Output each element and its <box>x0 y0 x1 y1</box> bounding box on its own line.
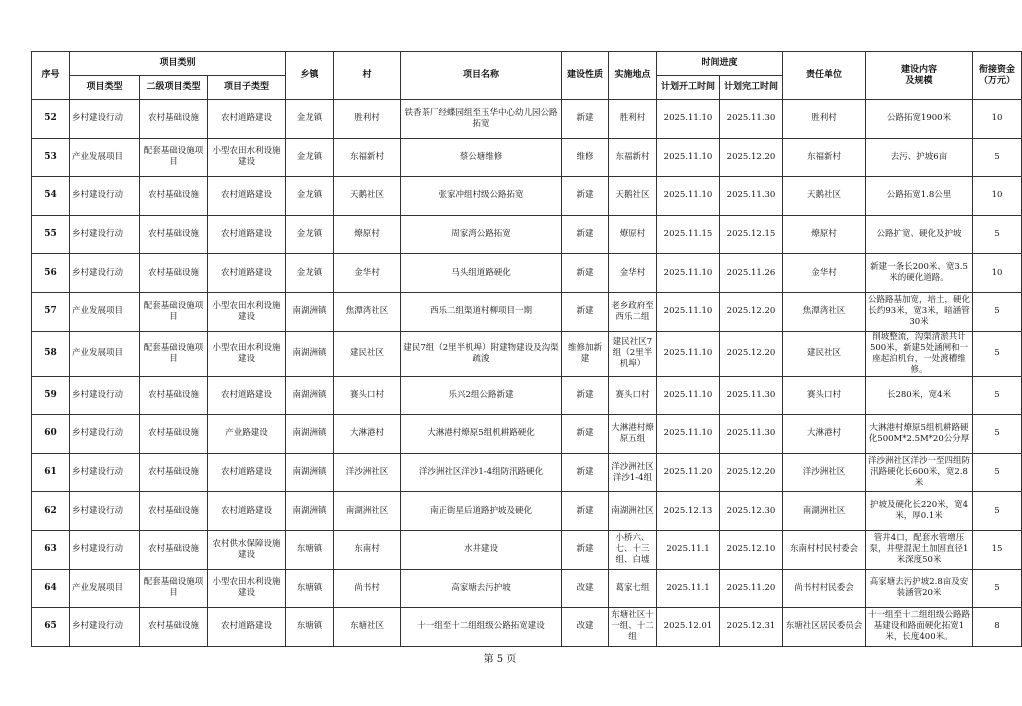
cell-seq: 55 <box>32 215 70 254</box>
cell-location: 葛家七组 <box>609 569 657 608</box>
cell-type: 乡村建设行动 <box>70 415 140 454</box>
cell-level2: 农村基础设施 <box>140 608 208 647</box>
cell-seq: 52 <box>32 100 70 139</box>
cell-subtype: 农村供水保障设施建设 <box>208 530 286 569</box>
cell-fund: 5 <box>973 569 1022 608</box>
cell-nature: 改建 <box>562 569 609 608</box>
cell-fund: 5 <box>973 331 1022 376</box>
cell-nature: 新建 <box>562 492 609 531</box>
cell-town: 东塘镇 <box>286 569 334 608</box>
cell-content: 洋沙洲社区洋沙一至四组防汛路硬化长600米，宽2.8米 <box>866 453 973 492</box>
cell-start: 2025.11.10 <box>657 415 720 454</box>
cell-end: 2025.12.30 <box>720 492 783 531</box>
cell-content: 公路拓宽1.8公里 <box>866 177 973 216</box>
cell-project-name: 铁香茶厂经蝶园组至玉华中心幼儿园公路拓宽 <box>401 100 562 139</box>
cell-seq: 60 <box>32 415 70 454</box>
cell-project-name: 南正街星后道路护坡及硬化 <box>401 492 562 531</box>
cell-unit: 南湖洲社区 <box>783 492 866 531</box>
cell-type: 乡村建设行动 <box>70 100 140 139</box>
header-content: 建设内容 及规模 <box>866 52 973 100</box>
cell-subtype: 农村道路建设 <box>208 254 286 293</box>
cell-location: 建民社区7组（2里半机埠） <box>609 331 657 376</box>
cell-location: 胜利村 <box>609 100 657 139</box>
cell-village: 建民社区 <box>334 331 401 376</box>
cell-unit: 焦潭湾社区 <box>783 292 866 331</box>
cell-start: 2025.11.10 <box>657 254 720 293</box>
cell-town: 南湖洲镇 <box>286 415 334 454</box>
cell-unit: 胜利村 <box>783 100 866 139</box>
table-row <box>32 453 1022 492</box>
cell-type: 乡村建设行动 <box>70 608 140 647</box>
cell-content: 削坡整流，沟渠清淤共计500米，新建5处涵闸和一座起泊机台，一处渡槽维修。 <box>866 331 973 376</box>
cell-location: 大淋港村燎原五组 <box>609 415 657 454</box>
cell-fund: 5 <box>973 138 1022 177</box>
cell-start: 2025.11.10 <box>657 376 720 415</box>
cell-level2: 配套基础设施项目 <box>140 331 208 376</box>
cell-seq: 63 <box>32 530 70 569</box>
cell-level2: 配套基础设施项目 <box>140 292 208 331</box>
table-row <box>32 292 1022 331</box>
cell-unit: 天鹅社区 <box>783 177 866 216</box>
cell-level2: 农村基础设施 <box>140 177 208 216</box>
header-town: 乡镇 <box>286 52 334 100</box>
cell-content: 十一组至十二组组级公路路基建设和路面硬化拓宽1米，长度400米。 <box>866 608 973 647</box>
cell-end: 2025.12.20 <box>720 138 783 177</box>
cell-seq: 62 <box>32 492 70 531</box>
table-row <box>32 100 1022 139</box>
cell-nature: 新建 <box>562 415 609 454</box>
header-end: 计划完工时间 <box>720 76 783 100</box>
cell-subtype: 农村道路建设 <box>208 376 286 415</box>
cell-nature: 新建 <box>562 376 609 415</box>
cell-type: 产业发展项目 <box>70 138 140 177</box>
cell-nature: 新建 <box>562 254 609 293</box>
table-row <box>32 331 1022 376</box>
cell-nature: 新建 <box>562 530 609 569</box>
cell-level2: 农村基础设施 <box>140 492 208 531</box>
header-location: 实施地点 <box>609 52 657 100</box>
cell-seq: 59 <box>32 376 70 415</box>
cell-unit: 洋沙洲社区 <box>783 453 866 492</box>
cell-seq: 58 <box>32 331 70 376</box>
cell-unit: 大淋港村 <box>783 415 866 454</box>
cell-type: 产业发展项目 <box>70 569 140 608</box>
cell-village: 洋沙洲社区 <box>334 453 401 492</box>
cell-village: 南湖洲社区 <box>334 492 401 531</box>
cell-project-name: 大淋港村燎原5组机耕路硬化 <box>401 415 562 454</box>
cell-unit: 燎原村 <box>783 215 866 254</box>
cell-end: 2025.12.20 <box>720 331 783 376</box>
cell-type: 乡村建设行动 <box>70 492 140 531</box>
cell-town: 南湖洲镇 <box>286 492 334 531</box>
cell-project-name: 建民7组（2里半机埠）附建物建设及沟渠疏浚 <box>401 331 562 376</box>
cell-nature: 新建 <box>562 177 609 216</box>
cell-type: 产业发展项目 <box>70 292 140 331</box>
header-unit: 责任单位 <box>783 52 866 100</box>
cell-subtype: 小型农田水利设施建设 <box>208 569 286 608</box>
cell-seq: 65 <box>32 608 70 647</box>
cell-start: 2025.11.10 <box>657 177 720 216</box>
cell-seq: 57 <box>32 292 70 331</box>
cell-village: 东福新村 <box>334 138 401 177</box>
cell-nature: 新建 <box>562 292 609 331</box>
cell-fund: 5 <box>973 453 1022 492</box>
header-schedule: 时间进度 <box>657 52 783 76</box>
cell-unit: 金华村 <box>783 254 866 293</box>
cell-village: 赛头口村 <box>334 376 401 415</box>
cell-village: 尚书村 <box>334 569 401 608</box>
cell-village: 金华村 <box>334 254 401 293</box>
cell-end: 2025.11.30 <box>720 177 783 216</box>
project-table <box>31 51 1022 647</box>
table-row <box>32 415 1022 454</box>
header-project-name: 项目名称 <box>401 52 562 100</box>
cell-village: 胜利村 <box>334 100 401 139</box>
cell-fund: 15 <box>973 530 1022 569</box>
cell-subtype: 农村道路建设 <box>208 100 286 139</box>
cell-project-name: 马头组道路硬化 <box>401 254 562 293</box>
cell-location: 小桥六、七、十三组、白墟 <box>609 530 657 569</box>
table-row <box>32 215 1022 254</box>
cell-level2: 农村基础设施 <box>140 376 208 415</box>
cell-location: 金华村 <box>609 254 657 293</box>
cell-type: 乡村建设行动 <box>70 376 140 415</box>
cell-project-name: 张家冲组村级公路拓宽 <box>401 177 562 216</box>
cell-type: 乡村建设行动 <box>70 177 140 216</box>
cell-fund: 5 <box>973 415 1022 454</box>
cell-nature: 新建 <box>562 453 609 492</box>
cell-level2: 配套基础设施项目 <box>140 138 208 177</box>
header-seq: 序号 <box>32 52 70 100</box>
header-fund: 衔接资金 （万元） <box>973 52 1022 100</box>
cell-nature: 维修 <box>562 138 609 177</box>
table-row <box>32 254 1022 293</box>
cell-town: 金龙镇 <box>286 254 334 293</box>
cell-end: 2025.12.20 <box>720 453 783 492</box>
cell-type: 乡村建设行动 <box>70 254 140 293</box>
cell-unit: 尚书村村民委会 <box>783 569 866 608</box>
cell-location: 天鹅社区 <box>609 177 657 216</box>
cell-content: 去污、护坡6亩 <box>866 138 973 177</box>
cell-seq: 54 <box>32 177 70 216</box>
cell-content: 护坡及硬化长220米，宽4米，厚0.1米 <box>866 492 973 531</box>
cell-content: 公路路基加宽，培土，硬化长约93米，宽3米，暗涵管30米 <box>866 292 973 331</box>
cell-level2: 农村基础设施 <box>140 100 208 139</box>
cell-level2: 农村基础设施 <box>140 215 208 254</box>
cell-project-name: 水井建设 <box>401 530 562 569</box>
cell-level2: 农村基础设施 <box>140 415 208 454</box>
cell-fund: 10 <box>973 177 1022 216</box>
cell-unit: 建民社区 <box>783 331 866 376</box>
cell-town: 南湖洲镇 <box>286 453 334 492</box>
cell-end: 2025.11.30 <box>720 100 783 139</box>
cell-subtype: 小型农田水利设施建设 <box>208 331 286 376</box>
cell-village: 焦潭湾社区 <box>334 292 401 331</box>
cell-start: 2025.11.10 <box>657 331 720 376</box>
cell-location: 赛头口村 <box>609 376 657 415</box>
cell-nature: 新建 <box>562 100 609 139</box>
cell-start: 2025.11.10 <box>657 138 720 177</box>
cell-content: 公路扩宽、硬化及护坡 <box>866 215 973 254</box>
cell-end: 2025.11.26 <box>720 254 783 293</box>
cell-level2: 农村基础设施 <box>140 254 208 293</box>
cell-end: 2025.11.30 <box>720 376 783 415</box>
cell-start: 2025.11.15 <box>657 215 720 254</box>
cell-end: 2025.12.31 <box>720 608 783 647</box>
cell-seq: 56 <box>32 254 70 293</box>
cell-subtype: 小型农田水利设施建设 <box>208 292 286 331</box>
cell-level2: 农村基础设施 <box>140 530 208 569</box>
cell-subtype: 农村道路建设 <box>208 453 286 492</box>
cell-village: 燎原村 <box>334 215 401 254</box>
cell-fund: 5 <box>973 215 1022 254</box>
cell-subtype: 农村道路建设 <box>208 177 286 216</box>
cell-nature: 维修加新建 <box>562 331 609 376</box>
cell-type: 乡村建设行动 <box>70 215 140 254</box>
cell-start: 2025.12.01 <box>657 608 720 647</box>
cell-start: 2025.11.10 <box>657 100 720 139</box>
cell-subtype: 产业路建设 <box>208 415 286 454</box>
cell-content: 高家塘去污护坡2.8亩及安装涵管20米 <box>866 569 973 608</box>
cell-project-name: 西乐二组渠道村柳项目一期 <box>401 292 562 331</box>
cell-content: 公路拓宽1900米 <box>866 100 973 139</box>
header-category: 项目类别 <box>70 52 286 76</box>
cell-end: 2025.11.20 <box>720 569 783 608</box>
table-row <box>32 530 1022 569</box>
cell-fund: 5 <box>973 376 1022 415</box>
cell-start: 2025.11.20 <box>657 453 720 492</box>
cell-subtype: 农村道路建设 <box>208 492 286 531</box>
header-village: 村 <box>334 52 401 100</box>
table-row <box>32 376 1022 415</box>
cell-village: 东塘社区 <box>334 608 401 647</box>
cell-end: 2025.12.10 <box>720 530 783 569</box>
cell-town: 东塘镇 <box>286 608 334 647</box>
cell-end: 2025.12.20 <box>720 292 783 331</box>
cell-location: 东塘社区十一组、十二组 <box>609 608 657 647</box>
cell-town: 南湖洲镇 <box>286 292 334 331</box>
cell-project-name: 高家塘去污护坡 <box>401 569 562 608</box>
cell-fund: 5 <box>973 292 1022 331</box>
cell-town: 东塘镇 <box>286 530 334 569</box>
cell-village: 东南村 <box>334 530 401 569</box>
cell-unit: 赛头口村 <box>783 376 866 415</box>
header-start: 计划开工时间 <box>657 76 720 100</box>
cell-seq: 61 <box>32 453 70 492</box>
cell-type: 乡村建设行动 <box>70 530 140 569</box>
cell-project-name: 蔡公塘维修 <box>401 138 562 177</box>
table-row <box>32 569 1022 608</box>
cell-fund: 10 <box>973 100 1022 139</box>
cell-unit: 东福新村 <box>783 138 866 177</box>
cell-fund: 10 <box>973 254 1022 293</box>
cell-village: 大淋港村 <box>334 415 401 454</box>
cell-subtype: 农村道路建设 <box>208 215 286 254</box>
cell-town: 金龙镇 <box>286 100 334 139</box>
cell-nature: 新建 <box>562 215 609 254</box>
cell-town: 南湖洲镇 <box>286 376 334 415</box>
header-type: 项目类型 <box>70 76 140 100</box>
cell-town: 金龙镇 <box>286 215 334 254</box>
cell-location: 燎原村 <box>609 215 657 254</box>
header-level2: 二级项目类型 <box>140 76 208 100</box>
cell-end: 2025.11.30 <box>720 415 783 454</box>
cell-fund: 8 <box>973 608 1022 647</box>
table-row <box>32 608 1022 647</box>
table-row <box>32 138 1022 177</box>
cell-location: 洋沙洲社区洋沙1-4组 <box>609 453 657 492</box>
cell-village: 天鹅社区 <box>334 177 401 216</box>
cell-town: 南湖洲镇 <box>286 331 334 376</box>
cell-fund: 5 <box>973 492 1022 531</box>
page-number: 第 5 页 <box>483 654 517 665</box>
cell-start: 2025.12.13 <box>657 492 720 531</box>
cell-level2: 配套基础设施项目 <box>140 569 208 608</box>
header-subtype: 项目子类型 <box>208 76 286 100</box>
cell-unit: 东塘社区居民委员会 <box>783 608 866 647</box>
cell-type: 产业发展项目 <box>70 331 140 376</box>
cell-project-name: 周家湾公路拓宽 <box>401 215 562 254</box>
cell-location: 老乡政府至西乐二组 <box>609 292 657 331</box>
cell-town: 金龙镇 <box>286 177 334 216</box>
cell-town: 金龙镇 <box>286 138 334 177</box>
cell-content: 大淋港村燎原5组机耕路硬化500M*2.5M*20公分厚 <box>866 415 973 454</box>
cell-start: 2025.11.10 <box>657 292 720 331</box>
cell-project-name: 乐兴2组公路新建 <box>401 376 562 415</box>
cell-project-name: 洋沙洲社区洋沙1-4组防汛路硬化 <box>401 453 562 492</box>
header-nature: 建设性质 <box>562 52 609 100</box>
cell-seq: 53 <box>32 138 70 177</box>
cell-content: 新建一条长200米、宽3.5米的硬化道路。 <box>866 254 973 293</box>
table-row <box>32 177 1022 216</box>
cell-subtype: 农村道路建设 <box>208 608 286 647</box>
cell-seq: 64 <box>32 569 70 608</box>
cell-nature: 改建 <box>562 608 609 647</box>
cell-start: 2025.11.1 <box>657 569 720 608</box>
cell-subtype: 小型农田水利设施建设 <box>208 138 286 177</box>
cell-location: 东福新村 <box>609 138 657 177</box>
cell-location: 南湖洲社区 <box>609 492 657 531</box>
cell-type: 乡村建设行动 <box>70 453 140 492</box>
cell-level2: 农村基础设施 <box>140 453 208 492</box>
cell-project-name: 十一组至十二组组级公路拓宽建设 <box>401 608 562 647</box>
table-row <box>32 492 1022 531</box>
cell-start: 2025.11.1 <box>657 530 720 569</box>
cell-end: 2025.12.15 <box>720 215 783 254</box>
cell-content: 管井4口，配套水管增压泵，井壁混泥土加固直径1米深度50米 <box>866 530 973 569</box>
cell-unit: 东南村村民村委会 <box>783 530 866 569</box>
cell-content: 长280米，宽4米 <box>866 376 973 415</box>
